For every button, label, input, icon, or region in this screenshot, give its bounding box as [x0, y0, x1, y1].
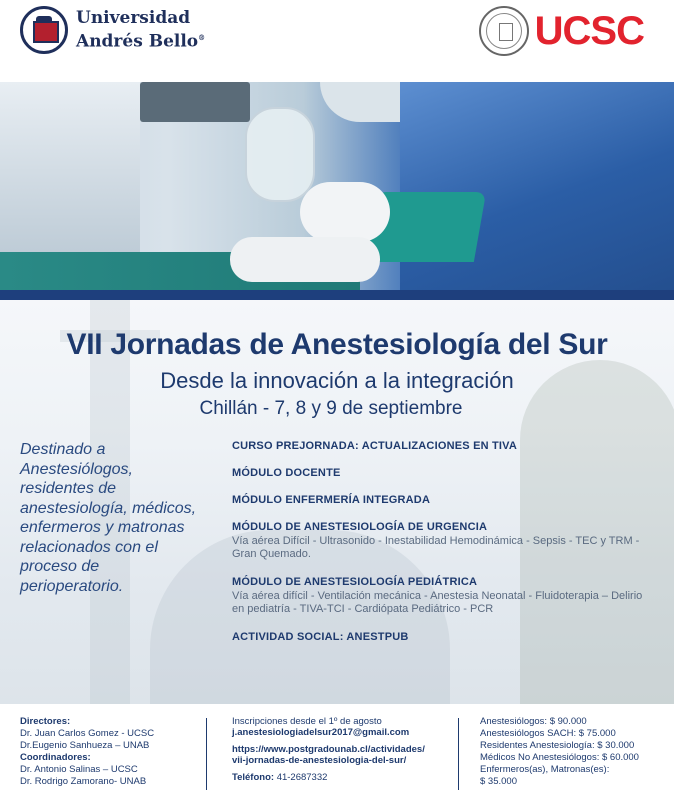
- module-title: MÓDULO DE ANESTESIOLOGÍA PEDIÁTRICA: [232, 576, 478, 588]
- price-item: $ 35.000: [480, 776, 517, 787]
- registration-text: Inscripciones desde el 1º de agosto: [232, 716, 382, 727]
- unab-name-line1: Universidad: [76, 7, 191, 28]
- price-item: Anestesiólogos: $ 90.000: [480, 716, 587, 727]
- ucsc-name: UCSC: [534, 8, 644, 53]
- event-title: VII Jornadas de Anestesiología del Sur: [66, 328, 608, 361]
- module-item: [232, 576, 652, 616]
- price-item: Médicos No Anestesiólogos: $ 60.000: [480, 752, 639, 763]
- footer: [0, 704, 674, 798]
- event-dates: Chillán - 7, 8 y 9 de septiembre: [199, 398, 463, 419]
- url-link-line1[interactable]: https://www.postgradounab.cl/actividades/: [232, 744, 425, 755]
- module-title: CURSO PREJORNADA: ACTUALIZACIONES EN TIVA: [232, 440, 518, 452]
- unab-crest-icon: [20, 6, 68, 54]
- registration-info: [232, 716, 452, 783]
- registered-mark: ®: [198, 32, 206, 42]
- module-description: Vía aérea Difícil - Ultrasonido - Inestabilidad Hemodinámica - Sepsis - TEC y TRM - Gran Quemado.: [232, 535, 640, 560]
- module-description: Vía aérea difícil - Ventilación mecánica - Anestesia Neonatal - Fluidoterapia – Delirio en pediatría - TIVA-TCI - Cardiópata Pediátrico - PCR: [232, 590, 643, 615]
- price-list: [480, 716, 660, 788]
- phone-label: Teléfono:: [232, 772, 275, 783]
- module-item: [232, 467, 652, 479]
- footer-divider: [206, 718, 207, 790]
- module-title: MÓDULO ENFERMERÍA INTEGRADA: [232, 494, 431, 506]
- url-link-line2[interactable]: vii-jornadas-de-anestesiologia-del-sur/: [232, 755, 407, 766]
- director-name: Dr.Eugenio Sanhueza – UNAB: [20, 740, 150, 751]
- director-name: Dr. Juan Carlos Gomez - UCSC: [20, 728, 155, 739]
- unab-name-line2: Andrés Bello: [76, 31, 199, 52]
- audience-text: Destinado a Anestesiólogos, residentes de anestesiología, médicos, enfermeros y matronas relacionados con el proceso de perioperatorio.: [20, 441, 197, 595]
- main-content: [0, 300, 674, 704]
- module-title: MÓDULO DOCENTE: [232, 467, 341, 479]
- event-subtitle: Desde la innovación a la integración: [160, 368, 514, 393]
- divider-bar: [0, 290, 674, 300]
- hero-image: [0, 82, 674, 290]
- module-item: [232, 494, 652, 506]
- email-link[interactable]: j.anestesiologiadelsur2017@gmail.com: [232, 727, 410, 738]
- module-item: [232, 440, 652, 452]
- unab-logo: [20, 6, 205, 54]
- ucsc-logo: [479, 6, 644, 56]
- module-list: [232, 440, 652, 658]
- price-item: Anestesiólogos SACH: $ 75.000: [480, 728, 616, 739]
- coordinators-label: Coordinadores:: [20, 752, 91, 763]
- module-title: MÓDULO DE ANESTESIOLOGÍA DE URGENCIA: [232, 521, 488, 533]
- ucsc-seal-icon: [479, 6, 529, 56]
- coordinator-name: Dr. Rodrigo Zamorano- UNAB: [20, 776, 147, 787]
- coordinator-name: Dr. Antonio Salinas – UCSC: [20, 764, 138, 775]
- header: [0, 0, 674, 82]
- module-title: ACTIVIDAD SOCIAL: ANESTPUB: [232, 631, 409, 643]
- price-item: Enfermeros(as), Matronas(es):: [480, 764, 610, 775]
- phone-number[interactable]: 41-2687332: [276, 772, 328, 783]
- directors-label: Directores:: [20, 716, 71, 727]
- footer-divider: [458, 718, 459, 790]
- module-item: [232, 631, 652, 643]
- module-item: [232, 521, 652, 561]
- organizers: [20, 716, 200, 788]
- price-item: Residentes Anestesiología: $ 30.000: [480, 740, 635, 751]
